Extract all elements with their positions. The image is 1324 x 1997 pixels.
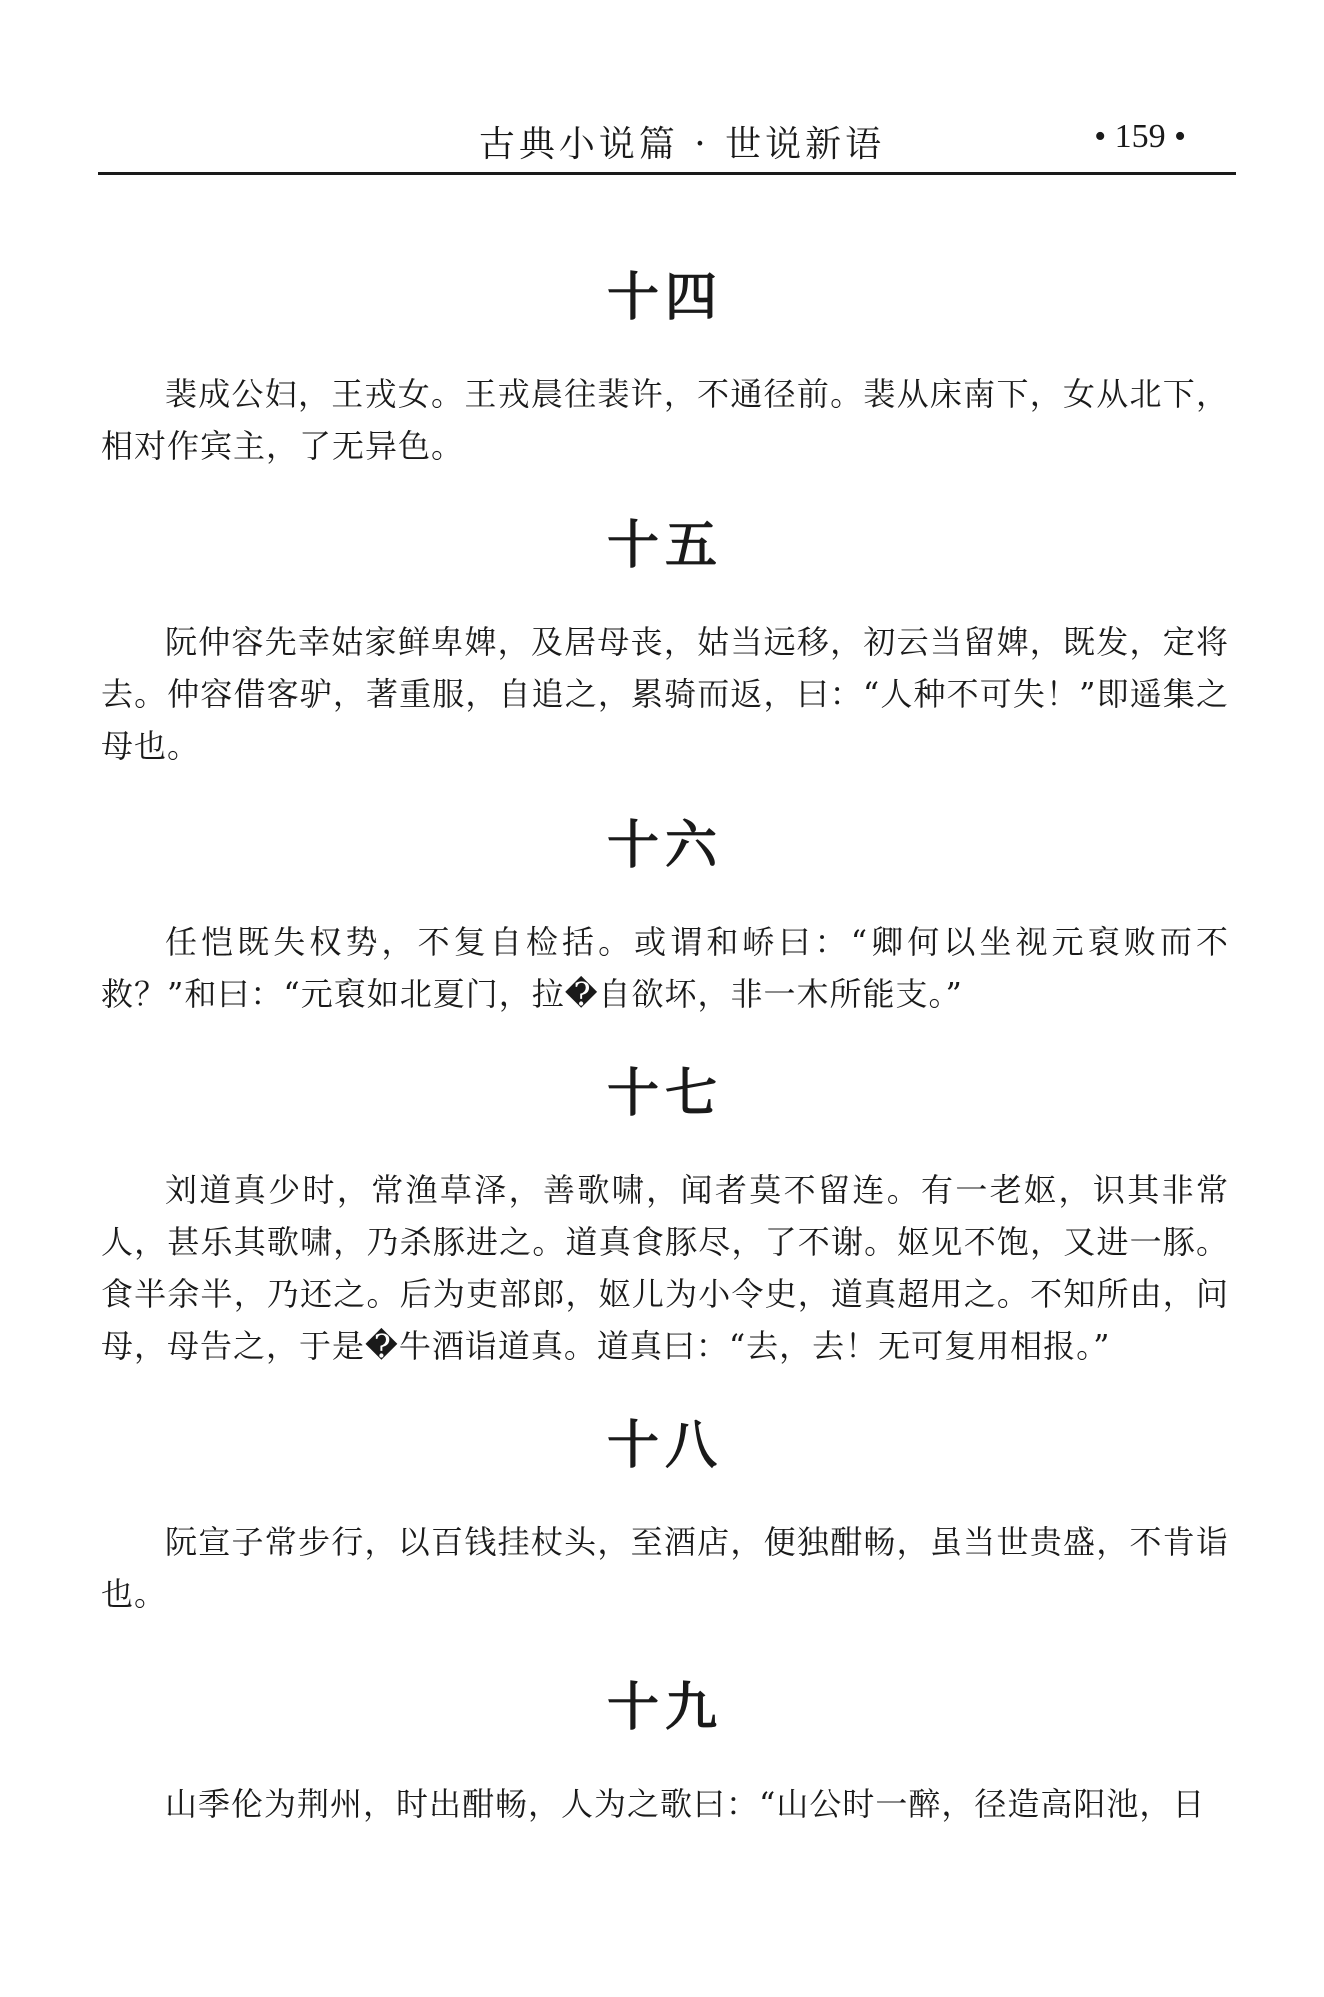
section-paragraph: 裴成公妇，王戎女。王戎晨往裴许，不通径前。裴从床南下，女从北下，相对作宾主，了无异色。	[101, 375, 1229, 465]
section-paragraph: 阮宣子常步行，以百钱挂杖头，至酒店，便独酣畅，虽当世贵盛，不肯诣也。	[101, 1523, 1229, 1613]
section-heading: 十九	[606, 1678, 723, 1738]
section-paragraph: 阮仲容先幸姑家鲜卑婢，及居母丧，姑当远移，初云当留婢，既发，定将去。仲容借客驴，著重服，自追之，累骑而返，曰：“人种不可失！”即遥集之母也。	[101, 623, 1229, 765]
section-heading: 十四	[606, 268, 723, 328]
section-paragraph: 山季伦为荆州，时出酣畅，人为之歌曰：“山公时一醉，径造高阳池，日	[165, 1785, 1206, 1823]
section-heading: 十五	[606, 516, 723, 576]
page-body	[101, 250, 1229, 1830]
section-heading: 十七	[606, 1064, 723, 1124]
section-paragraph: 任恺既失权势，不复自检括。或谓和峤曰：“卿何以坐视元裒败而不救？”和曰：“元裒如北夏门，拉�自欲坏，非一木所能支。”	[101, 923, 1229, 1013]
book-title: 古典小说篇 · 世说新语	[478, 124, 886, 165]
section-heading: 十八	[606, 1416, 723, 1476]
section-heading: 十六	[606, 816, 723, 876]
section-paragraph: 刘道真少时，常渔草泽，善歌啸，闻者莫不留连。有一老妪，识其非常人，甚乐其歌啸，乃杀豚进之。道真食豚尽，了不谢。妪见不饱，又进一豚。食半余半，乃还之。后为吏部郎，妪儿为小令史，道真超用之。不知所由，问母，母告之，于是�牛酒诣道真。道真曰：“去，去！无可复用相报。”	[101, 1171, 1229, 1365]
page-number: • 159 •	[1094, 118, 1186, 155]
running-header	[98, 110, 1236, 175]
